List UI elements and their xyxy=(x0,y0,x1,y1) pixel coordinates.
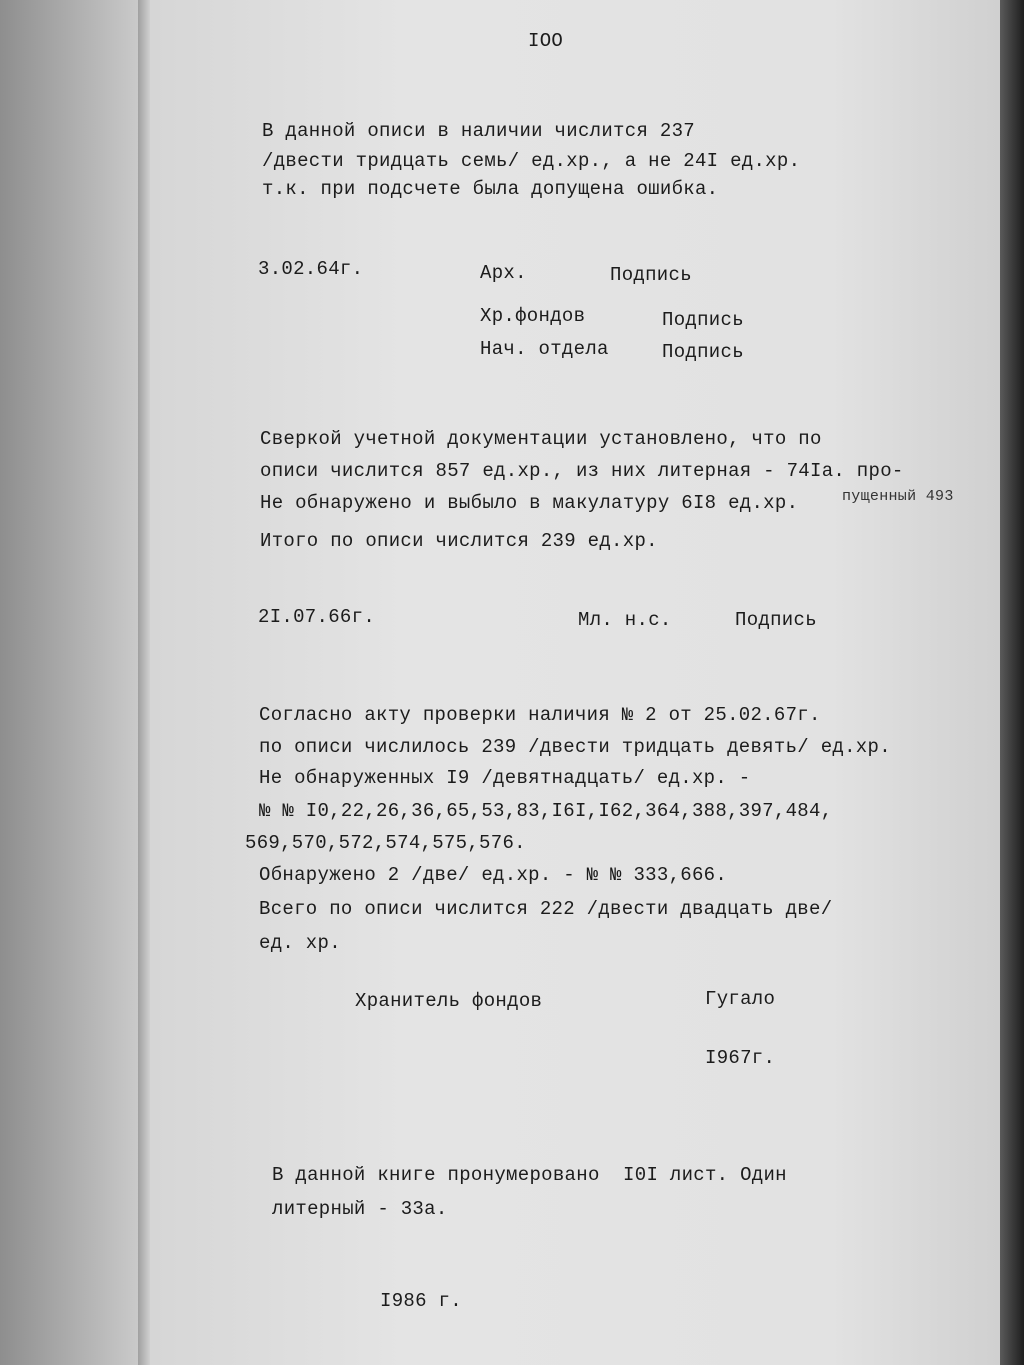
page-edge xyxy=(1000,0,1024,1365)
text-line: Всего по описи числится 222 /двести двадцать две/ xyxy=(259,898,833,920)
role: Арх. xyxy=(480,262,527,284)
role: Мл. н.с. xyxy=(578,609,672,631)
text-line: ед. хр. xyxy=(259,932,341,954)
year: I967г. xyxy=(705,1047,776,1069)
left-page xyxy=(0,0,150,1365)
signature: Подпись xyxy=(735,609,817,631)
text-line: Не обнаруженных I9 /девятнадцать/ ед.хр. - xyxy=(259,767,751,789)
text-line: 569,570,572,574,575,576. xyxy=(245,832,526,854)
text-line: т.к. при подсчете была допущена ошибка. xyxy=(262,178,719,200)
year: I986 г. xyxy=(380,1290,462,1312)
role: Хр.фондов xyxy=(480,305,586,327)
date: 2I.07.66г. xyxy=(258,606,376,628)
text-line: /двести тридцать семь/ ед.хр., а не 24I ед.хр. xyxy=(262,150,801,172)
role: Нач. отдела xyxy=(480,338,609,360)
signature: Подпись xyxy=(662,309,744,331)
text-line: Итого по описи числится 239 ед.хр. xyxy=(260,530,658,552)
document-page xyxy=(150,0,1000,1365)
role: Хранитель фондов xyxy=(355,990,543,1012)
date: 3.02.64г. xyxy=(258,258,364,280)
text-line: описи числится 857 ед.хр., из них литерная - 74Iа. про- xyxy=(260,460,904,482)
handwritten-note: пущенный 493 xyxy=(842,488,954,505)
signature: Подпись xyxy=(662,341,744,363)
text-line: Согласно акту проверки наличия № 2 от 25.02.67г. xyxy=(259,704,821,726)
text-line: литерный - 33а. xyxy=(272,1198,448,1220)
name: Гугало xyxy=(705,988,776,1010)
text-line: Сверкой учетной документации установлено, что по xyxy=(260,428,822,450)
page-number: IOO xyxy=(528,30,564,52)
text-line: № № I0,22,26,36,65,53,83,I6I,I62,364,388,397,484, xyxy=(259,800,833,822)
text-line: Обнаружено 2 /две/ ед.хр. - № № 333,666. xyxy=(259,864,728,886)
text-line: Не обнаружено и выбыло в макулатуру 6I8 ед.хр. xyxy=(260,492,799,514)
text-line: В данной книге пронумеровано I0I лист. Один xyxy=(272,1164,787,1186)
text-line: по описи числилось 239 /двести тридцать девять/ ед.хр. xyxy=(259,736,891,758)
signature: Подпись xyxy=(610,264,692,286)
text-line: В данной описи в наличии числится 237 xyxy=(262,120,695,142)
